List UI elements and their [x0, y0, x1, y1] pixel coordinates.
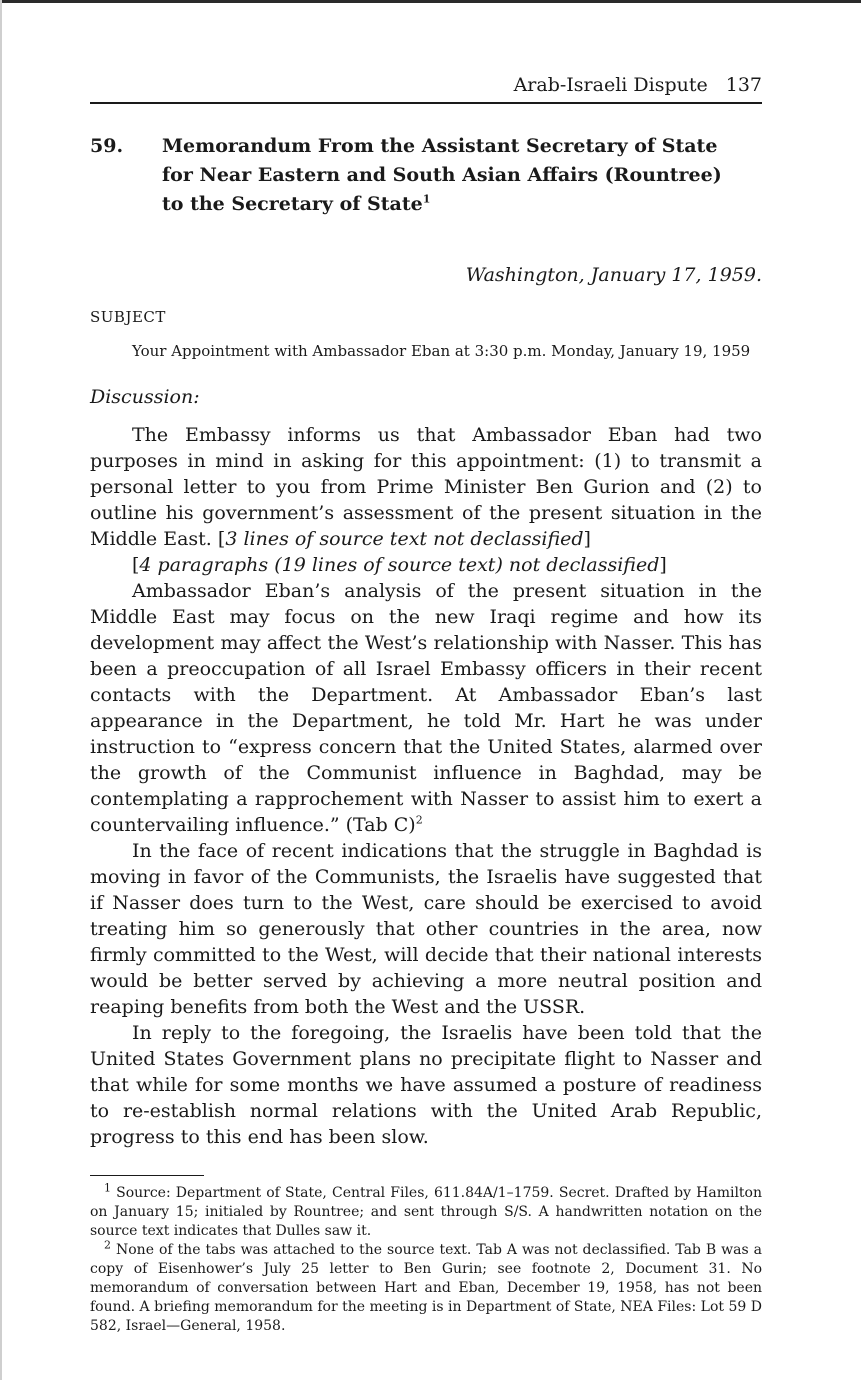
footnotes [90, 1181, 762, 1336]
running-title: Arab-Israeli Dispute [513, 74, 708, 96]
footnote-1 [90, 1181, 762, 1241]
top-scan-edge [0, 0, 861, 3]
footnote-text: None of the tabs was attached to the source text. Tab A was not declassified. Tab B was a copy of Eisenhower’s July 25 letter to Ben Gurin; see footnote 2, Document 31. No memorandum of conversation between Hart and Eban, December 19, 1958, has not been found. A briefing memorandum for the meeting is in Department of State, NEA Files: Lot 59 D 582, Israel—General, 1958. [90, 1242, 762, 1334]
document-heading [90, 132, 762, 219]
document-number: 59. [90, 135, 124, 157]
left-scan-edge [0, 0, 2, 1380]
redaction-note: 3 lines of source text not declassified [225, 528, 584, 550]
footnote-text: Source: Department of State, Central Files, 611.84A/1–1759. Secret. Drafted by Hamilton on January 15; initialed by Rountree; and sent through S/S. A handwritten notation on the source text indicates that Dulles saw it. [90, 1185, 762, 1239]
footnote-2 [90, 1238, 762, 1336]
paragraph-2: [4 paragraphs (19 lines of source text) not declassified] [132, 554, 667, 576]
document-title [162, 132, 732, 219]
subject-label: SUBJECT [90, 308, 166, 326]
footnote-marker: 1 [104, 1181, 111, 1195]
discussion-label: Discussion: [90, 386, 200, 408]
running-head [90, 74, 762, 104]
footnote-marker: 2 [104, 1238, 111, 1252]
dateline: Washington, January 17, 1959. [465, 264, 762, 286]
footnote-ref-1[interactable]: 1 [422, 192, 431, 206]
document-page [90, 74, 762, 1336]
body-text [90, 422, 762, 1150]
footnote-ref-2[interactable]: 2 [415, 813, 423, 827]
footnote-divider [90, 1175, 204, 1176]
document-title-text: Memorandum From the Assistant Secretary of State for Near Eastern and South Asian Affairs (Rountree) to the Secretary of State [162, 135, 722, 215]
paragraph-1: The Embassy informs us that Ambassador Eban had two purposes in mind in asking for this appointment: (1) to transmit a personal letter to you from Prime Minister Ben Gurion and (2) to outline his government’s assessment of the present situation in the Middle East. [3 lines of source text not declassified] [90, 424, 762, 550]
subject-text: Your Appointment with Ambassador Eban at 3:30 p.m. Monday, January 19, 1959 [132, 342, 751, 360]
redaction-note: 4 paragraphs (19 lines of source text) not declassified [139, 554, 660, 576]
page-number: 137 [725, 74, 762, 96]
paragraph-4: In the face of recent indications that the struggle in Baghdad is moving in favor of the Communists, the Israelis have suggested that if Nasser does turn to the West, care should be exercised to avoid treating him so generously that other countries in the area, now firmly committed to the West, will decide that their national interests would be better served by achieving a more neutral position and reaping benefits from both the West and the USSR. [90, 840, 762, 1018]
paragraph-5: In reply to the foregoing, the Israelis have been told that the United States Government plans no precipitate flight to Nasser and that while for some months we have assumed a posture of readiness to re-establish normal relations with the United Arab Republic, progress to this end has been slow. [90, 1022, 762, 1148]
paragraph-3: Ambassador Eban’s analysis of the present situation in the Middle East may focus on the new Iraqi regime and how its development may affect the West’s relationship with Nasser. This has been a preoccupation of all Israel Embassy officers in their recent contacts with the Department. At Ambassador Eban’s last appearance in the Department, he told Mr. Hart he was under instruction to “express concern that the United States, alarmed over the growth of the Communist influence in Baghdad, may be contemplating a rapprochement with Nasser to assist him to exert a countervailing influence.” (Tab C)$^2$ [90, 580, 762, 836]
